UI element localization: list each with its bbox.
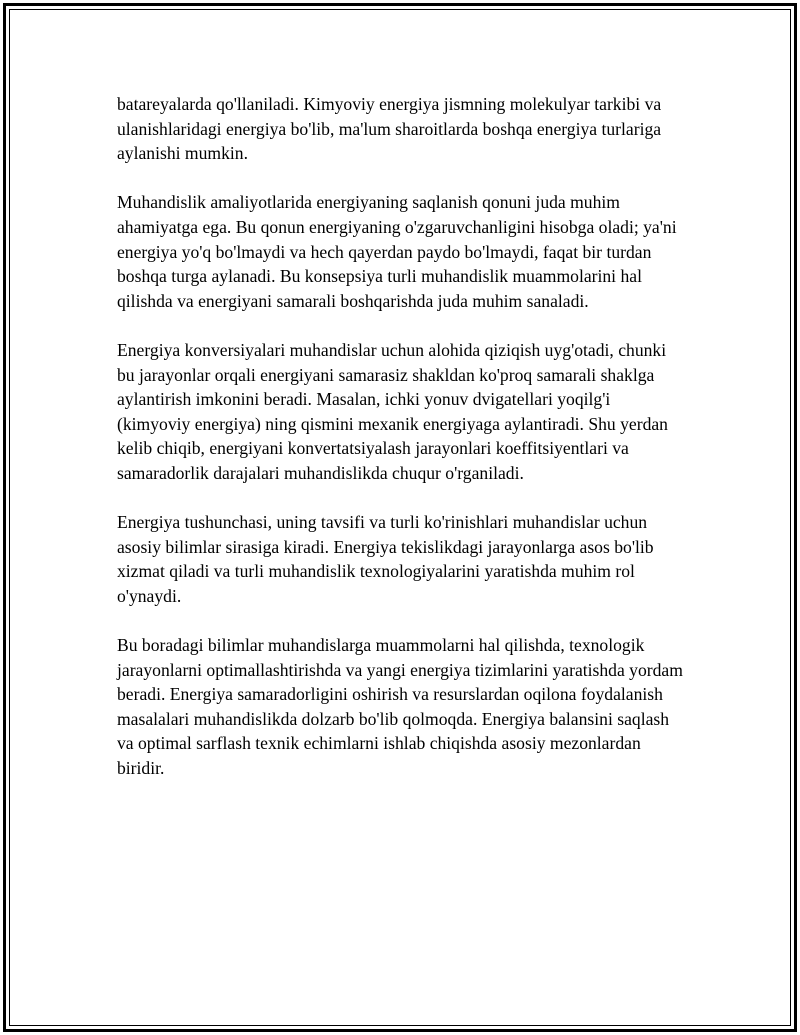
paragraph-2: Muhandislik amaliyotlarida energiyaning saqlanish qonuni juda muhim ahamiyatga ega. Bu qonun energiyaning o'zgaruvchanligini hisobga oladi; ya'ni energiya yo'q bo'lmaydi va hech qayerdan paydo bo'lmaydi, faqat bir turdan boshqa turga aylanadi. Bu konsepsiya turli muhandislik muammolarini hal qilishda va energiyani samarali boshqarishda juda muhim sanaladi.	[117, 192, 677, 311]
paragraph-1: batareyalarda qo'llaniladi. Kimyoviy energiya jismning molekulyar tarkibi va ulanishlaridagi energiya bo'lib, ma'lum sharoitlarda boshqa energiya turlariga aylanishi mumkin.	[117, 94, 662, 164]
paragraph-3: Energiya konversiyalari muhandislar uchun alohida qiziqish uyg'otadi, chunki bu jarayonlar orqali energiyani samarasiz shakldan ko'proq samarali shaklga aylantirish imkonini beradi. Masalan, ichki yonuv dvigatellari yoqilg'i (kimyoviy energiya) ning qismini mexanik energiyaga aylantiradi. Shu yerdan kelib chiqib, energiyani konvertatsiyalash jarayonlari koeffitsiyentlari va samaradorlik darajalari muhandislikda chuqur o'rganiladi.	[117, 339, 668, 483]
paragraph-4: Energiya tushunchasi, uning tavsifi va turli ko'rinishlari muhandislar uchun asosiy bilimlar sirasiga kiradi. Energiya tekislikdagi jarayonlarga asos bo'lib xizmat qiladi va turli muhandislik texnologiyalarini yaratishda muhim rol o'ynaydi.	[117, 512, 654, 606]
document-body	[117, 92, 683, 805]
paragraph-5: Bu boradagi bilimlar muhandislarga muammolarni hal qilishda, texnologik jarayonlarni optimallashtirishda va yangi energiya tizimlarini yaratishda yordam beradi. Energiya samaradorligini oshirish va resurslardan oqilona foydalanish masalalari muhandislikda dolzarb bo'lib qolmoqda. Energiya balansini saqlash va optimal sarflash texnik echimlarni ishlab chiqishda asosiy mezonlardan biridir.	[117, 635, 683, 779]
